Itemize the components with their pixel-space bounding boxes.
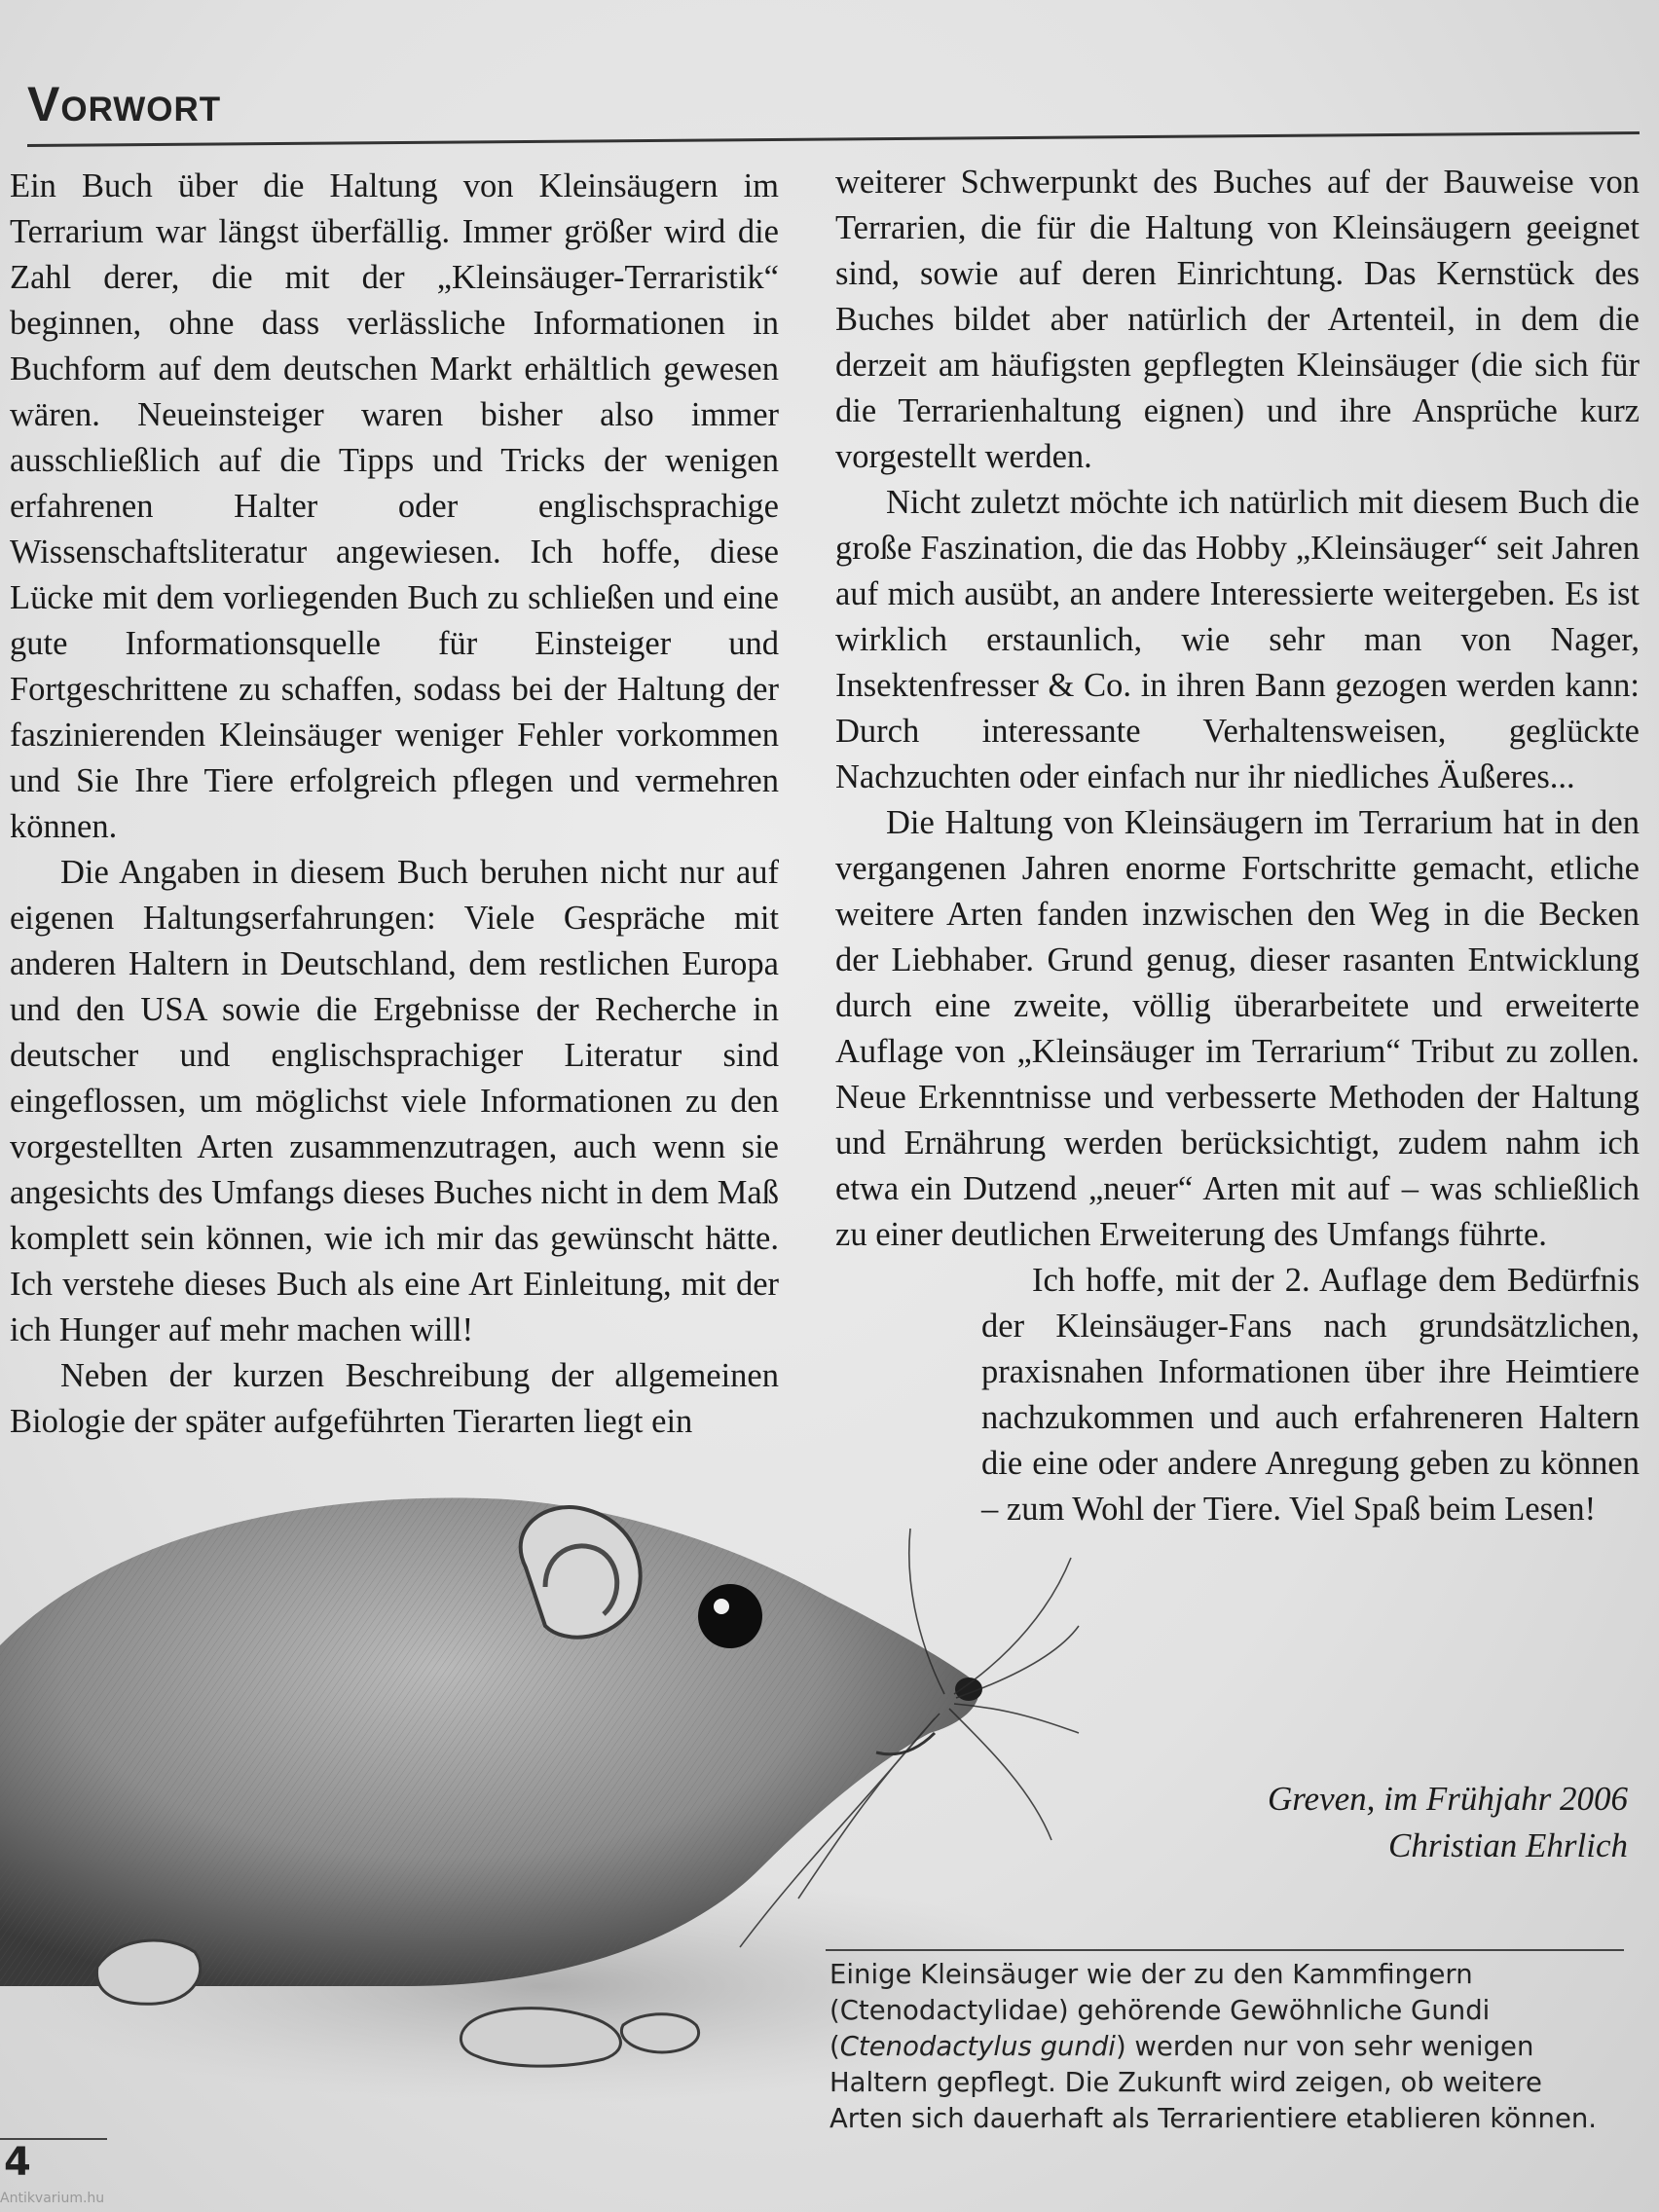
caption-species-name: Ctenodactylus gundi — [839, 2031, 1116, 2062]
paragraph: weiterer Schwerpunkt des Buches auf der Bauweise von Terrarien, die für die Haltung von Kleinsäugern geeignet sind, sowie auf deren Einrichtung. Das Kernstück des Buches bildet aber natürlich der Artenteil, in dem die derzeit am häufigsten gepflegten Kleinsäuger (die sich für die Terrarienhaltung eignen) und ihre Ansprüche kurz vorgestellt werden. — [835, 164, 1640, 475]
paragraph: Nicht zuletzt möchte ich natürlich mit diesem Buch die große Faszination, die das Hobby „Kleinsäuger“ seit Jahren auf mich ausübt, an andere Interessierte weitergeben. Es ist wirklich erstaunlich, wie sehr man von Nager, Insektenfresser & Co. in ihren Bann gezogen werden kann: Durch interessante Verhaltensweisen, geglückte Nachzuchten oder einfach nur ihr niedliches Äußeres... — [835, 484, 1640, 795]
caption-rule — [826, 1949, 1624, 1951]
signature-place-date: Greven, im Frühjahr 2006 — [1267, 1780, 1628, 1818]
figure-caption — [830, 1957, 1618, 2137]
signature-block — [1044, 1776, 1628, 1869]
text-column-right — [835, 160, 1640, 1532]
paragraph: Die Angaben in diesem Buch beruhen nicht nur auf eigenen Haltungserfahrungen: Viele Gespräche mit anderen Haltern in Deutschland, dem restlichen Europa und den USA sowie die Ergebnisse der Recherche in deutscher und englischsprachiger Literatur sind eingeflossen, um möglichst viele Informationen zu den vorgestellten Arten zusammenzutragen, auch wenn sie angesichts des Umfangs dieses Buches nicht in dem Maß komplett sein können, wie ich mir das gewünscht hätte. Ich verstehe dieses Buch als eine Art Einleitung, mit der ich Hunger auf mehr machen will! — [10, 854, 779, 1348]
page-title: Vorwort — [27, 77, 222, 131]
paragraph: Ich hoffe, mit der 2. Auflage dem Bedürfnis der Kleinsäuger-Fans nach grundsätzlichen, praxisnahen Informationen über ihre Heimtiere nachzukommen und auch erfahreneren Haltern die eine oder andere Anregung geben zu können – zum Wohl der Tiere. Viel Spaß beim Lesen! — [981, 1262, 1640, 1528]
page-number: 4 — [4, 2140, 31, 2185]
caption-text: Einige Kleinsäuger wie der zu den Kammfingern (Ctenodactylidae) gehörende Gewöhnliche Gundi ( — [830, 1959, 1491, 2062]
paragraph: Ein Buch über die Haltung von Kleinsäugern im Terrarium war längst überfällig. Immer größer wird die Zahl derer, die mit der „Kleinsäuger-Terraristik“ beginnen, ohne dass verlässliche Informationen in Buchform auf dem deutschen Markt erhältlich gewesen wären. Neueinsteiger waren bisher also immer ausschließlich auf die Tipps und Tricks der wenigen erfahrenen Halter oder englischsprachige Wissenschaftsliteratur angewiesen. Ich hoffe, diese Lücke mit dem vorliegenden Buch zu schließen und eine gute Informationsquelle für Einsteiger und Fortgeschrittene zu schaffen, sodass bei der Haltung der faszinierenden Kleinsäuger weniger Fehler vorkommen und Sie Ihre Tiere erfolgreich pflegen und vermehren können. — [10, 167, 779, 845]
title-rule — [27, 131, 1640, 147]
paragraph: Die Haltung von Kleinsäugern im Terrarium hat in den vergangenen Jahren enorme Fortschritte gemacht, etliche weitere Arten fanden inzwischen den Weg in die Becken der Liebhaber. Grund genug, dieser rasanten Entwicklung durch eine zweite, völlig überarbeitete und erweiterte Auflage von „Kleinsäuger im Terrarium“ Tribut zu zollen. Neue Erkenntnisse und verbesserte Methoden der Haltung und Ernährung werden berücksichtigt, zudem nahm ich etwa ein Dutzend „neuer“ Arten mit auf – was schließlich zu einer deutlichen Erweiterung des Umfangs führte. — [835, 804, 1640, 1253]
watermark: Antikvarium.hu — [0, 2191, 105, 2206]
paragraph: Neben der kurzen Beschreibung der allgemeinen Biologie der später aufgeführten Tierarten liegt ein — [10, 1357, 779, 1440]
text-column-left — [10, 164, 779, 1445]
signature-author: Christian Ehrlich — [1388, 1826, 1628, 1864]
caption-text: ) werden nur von sehr wenigen Haltern gepflegt. Die Zukunft wird zeigen, ob weitere Arten sich dauerhaft als Terrarientiere etablieren können. — [830, 2031, 1598, 2134]
